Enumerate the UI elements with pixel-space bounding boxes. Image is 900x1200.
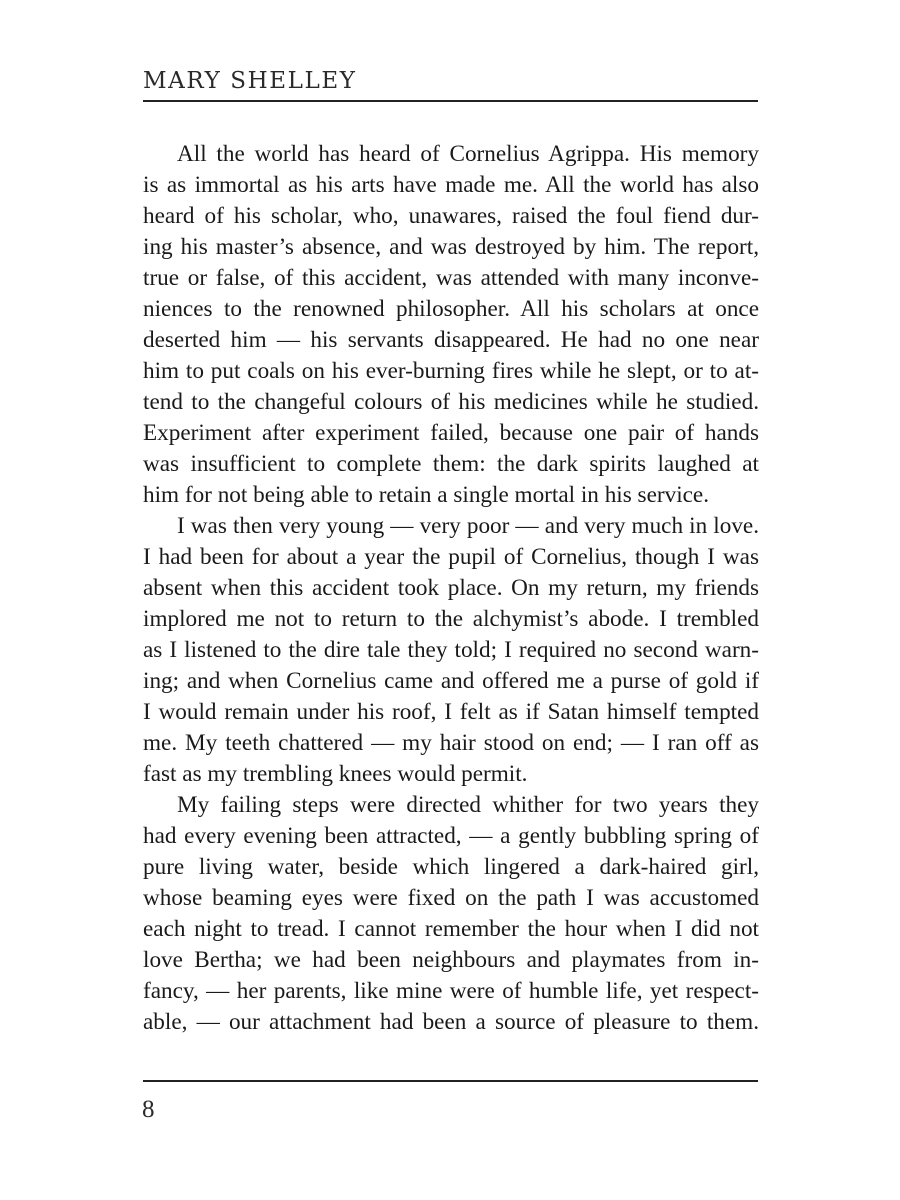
body-text xyxy=(143,139,759,1038)
text-line: My failing steps were directed whither for two years they xyxy=(177,792,759,818)
running-header-title: MARY SHELLEY xyxy=(143,68,357,94)
text-line: me. My teeth chattered — my hair stood on end; — I ran off as xyxy=(143,730,759,756)
header-rule xyxy=(143,100,758,102)
paragraph-2 xyxy=(143,511,759,790)
text-line: was insufficient to complete them: the dark spirits laughed at xyxy=(143,451,759,477)
text-line: deserted him — his servants disappeared. He had no one near xyxy=(143,327,759,353)
paragraph-1 xyxy=(143,139,759,511)
text-line: whose beaming eyes were fixed on the path I was accustomed xyxy=(143,885,759,911)
footer-rule xyxy=(143,1080,758,1082)
text-line: him for not being able to retain a single mortal in his service. xyxy=(143,482,710,508)
text-line: implored me not to return to the alchymist’s abode. I trembled xyxy=(143,606,759,632)
text-line: able, — our attachment had been a source of pleasure to them. xyxy=(143,1009,759,1035)
text-line: heard of his scholar, who, unawares, raised the foul fiend dur- xyxy=(143,203,759,229)
text-line: I had been for about a year the pupil of Cornelius, though I was xyxy=(143,544,759,570)
page-number: 8 xyxy=(142,1096,155,1123)
text-line: niences to the renowned philosopher. All his scholars at once xyxy=(143,296,759,322)
text-line: is as immortal as his arts have made me. All the world has also xyxy=(143,172,759,198)
text-line: I would remain under his roof, I felt as if Satan himself tempted xyxy=(143,699,759,725)
text-line: as I listened to the dire tale they told; I required no second warn- xyxy=(143,637,759,663)
text-line: him to put coals on his ever-burning fires while he slept, or to at- xyxy=(143,358,759,384)
text-line: All the world has heard of Cornelius Agrippa. His memory xyxy=(177,141,759,167)
text-line: fancy, — her parents, like mine were of humble life, yet respect- xyxy=(143,978,759,1004)
text-line: each night to tread. I cannot remember the hour when I did not xyxy=(143,916,759,942)
text-line: I was then very young — very poor — and very much in love. xyxy=(177,513,759,539)
text-line: ing; and when Cornelius came and offered me a purse of gold if xyxy=(143,668,759,694)
text-line: true or false, of this accident, was attended with many inconve- xyxy=(143,265,759,291)
paragraph-3 xyxy=(143,790,759,1038)
text-line: love Bertha; we had been neighbours and playmates from in- xyxy=(143,947,759,973)
text-line: ing his master’s absence, and was destroyed by him. The report, xyxy=(143,234,759,260)
text-line: had every evening been attracted, — a gently bubbling spring of xyxy=(143,823,759,849)
text-line: fast as my trembling knees would permit. xyxy=(143,761,528,787)
text-line: absent when this accident took place. On my return, my friends xyxy=(143,575,759,601)
text-line: tend to the changeful colours of his medicines while he studied. xyxy=(143,389,759,415)
text-line: Experiment after experiment failed, because one pair of hands xyxy=(143,420,759,446)
text-line: pure living water, beside which lingered a dark-haired girl, xyxy=(143,854,759,880)
